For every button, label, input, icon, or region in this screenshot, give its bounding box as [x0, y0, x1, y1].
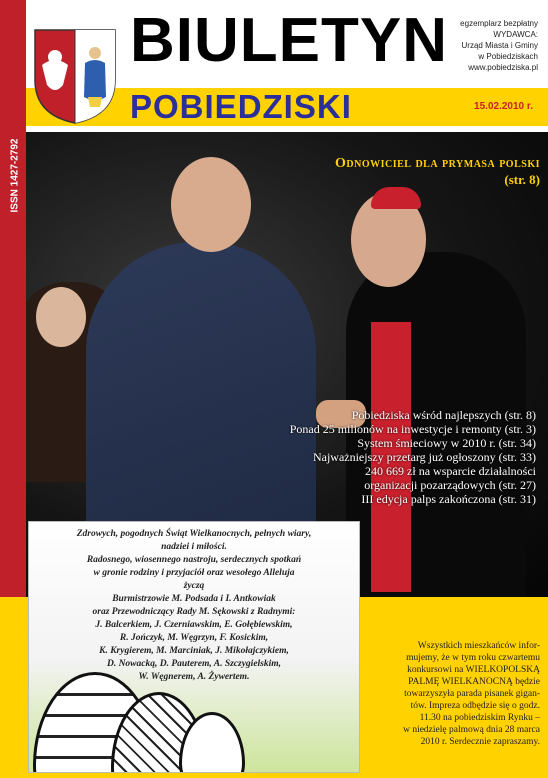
teaser-item: Ponad 25 milionów na inwestycje i remonty (str. 3): [289, 422, 536, 436]
greetings-line: Zdrowych, pogodnych Świąt Wielkanocnych, pełnych wiary,: [76, 529, 312, 539]
greetings-line: Radosnego, wiosennego nastroju, serdecznych spotkań: [86, 555, 302, 565]
notice-line: 2010 r. Serdecznie zapraszamy.: [420, 737, 540, 747]
greetings-line: Burmistrzowie M. Podsada i I. Antkowiak: [112, 594, 276, 604]
issue-date: 15.02.2010 r.: [474, 101, 533, 112]
greetings-line: nadziei i miłości.: [161, 542, 227, 552]
greetings-line: w gronie rodziny i przyjaciół oraz wesołego Alleluja: [93, 568, 295, 578]
coat-of-arms-icon: [30, 25, 120, 125]
notice-line: PALMĘ WIELKANOCNĄ będzie: [408, 677, 540, 687]
publisher-line: Urząd Miasta i Gminy: [461, 41, 538, 50]
publisher-info: [418, 18, 538, 73]
greetings-line: życzą: [183, 581, 205, 591]
headline-line: Odnowiciel dla prymasa polski: [334, 156, 540, 171]
teaser-item: III edycja palps zakończona (str. 31): [361, 492, 536, 506]
teaser-list: [290, 408, 536, 506]
publisher-line: www.pobiedziska.pl: [468, 63, 538, 72]
greetings-line: W. Węgnerem, A. Żywertem.: [138, 672, 250, 682]
zucchetto: [371, 187, 421, 209]
easter-greetings-card: [28, 521, 360, 773]
palm-contest-notice: [365, 640, 540, 748]
publisher-line: WYDAWCA:: [493, 30, 538, 39]
notice-line: 11.30 na pobiedziskim Rynku –: [419, 713, 540, 723]
greetings-line: R. Jończyk, M. Węgrzyn, F. Kosickim,: [119, 633, 269, 643]
notice-line: towarzyszyła parada pisanek gigan-: [404, 689, 540, 699]
magazine-title: BIULETYN: [130, 6, 448, 75]
greetings-line: D. Nowacką, D. Pauterem, A. Szczygielskim,: [106, 659, 282, 669]
greetings-line: oraz Przewodniczący Rady M. Sękowski z Radnymi:: [92, 607, 296, 617]
teaser-item: Najważniejszy przetarg już ogłoszony (str. 33): [312, 450, 536, 464]
greetings-text: [29, 528, 359, 684]
notice-line: tów. Impreza odbędzie się o godz.: [410, 701, 540, 711]
notice-line: mujemy, że w tym roku czwartemu: [406, 653, 540, 663]
cover-headline: [335, 156, 540, 188]
teaser-item: Pobiedziska wśród najlepszych (str. 8): [351, 408, 536, 422]
notice-line: w niedzielę palmową dnia 28 marca: [403, 725, 540, 735]
teaser-item: organizacji pozarządowych (str. 27): [364, 478, 536, 492]
issn: ISSN 1427-2792: [9, 138, 21, 213]
magazine-subtitle: POBIEDZISKI: [130, 88, 352, 125]
headline-page: (str. 8): [504, 172, 540, 187]
teaser-item: System śmieciowy w 2010 r. (str. 34): [357, 436, 536, 450]
notice-line: Wszystkich mieszkańców infor-: [417, 641, 540, 651]
woman-head: [36, 287, 86, 347]
man-head: [171, 157, 251, 252]
masthead: [0, 0, 548, 132]
greetings-line: J. Balcerkiem, J. Czerniawskim, E. Gołębiewskim,: [95, 620, 293, 630]
notice-line: konkursowi na WIELKOPOLSKĄ: [407, 665, 540, 675]
publisher-line: w Pobiedziskach: [478, 52, 538, 61]
teaser-item: 240 669 zł na wsparcie działalności: [365, 464, 536, 478]
greetings-line: K. Krygierem, M. Marciniak, J. Mikołajczykiem,: [99, 646, 289, 656]
publisher-line: egzemplarz bezpłatny: [460, 19, 538, 28]
